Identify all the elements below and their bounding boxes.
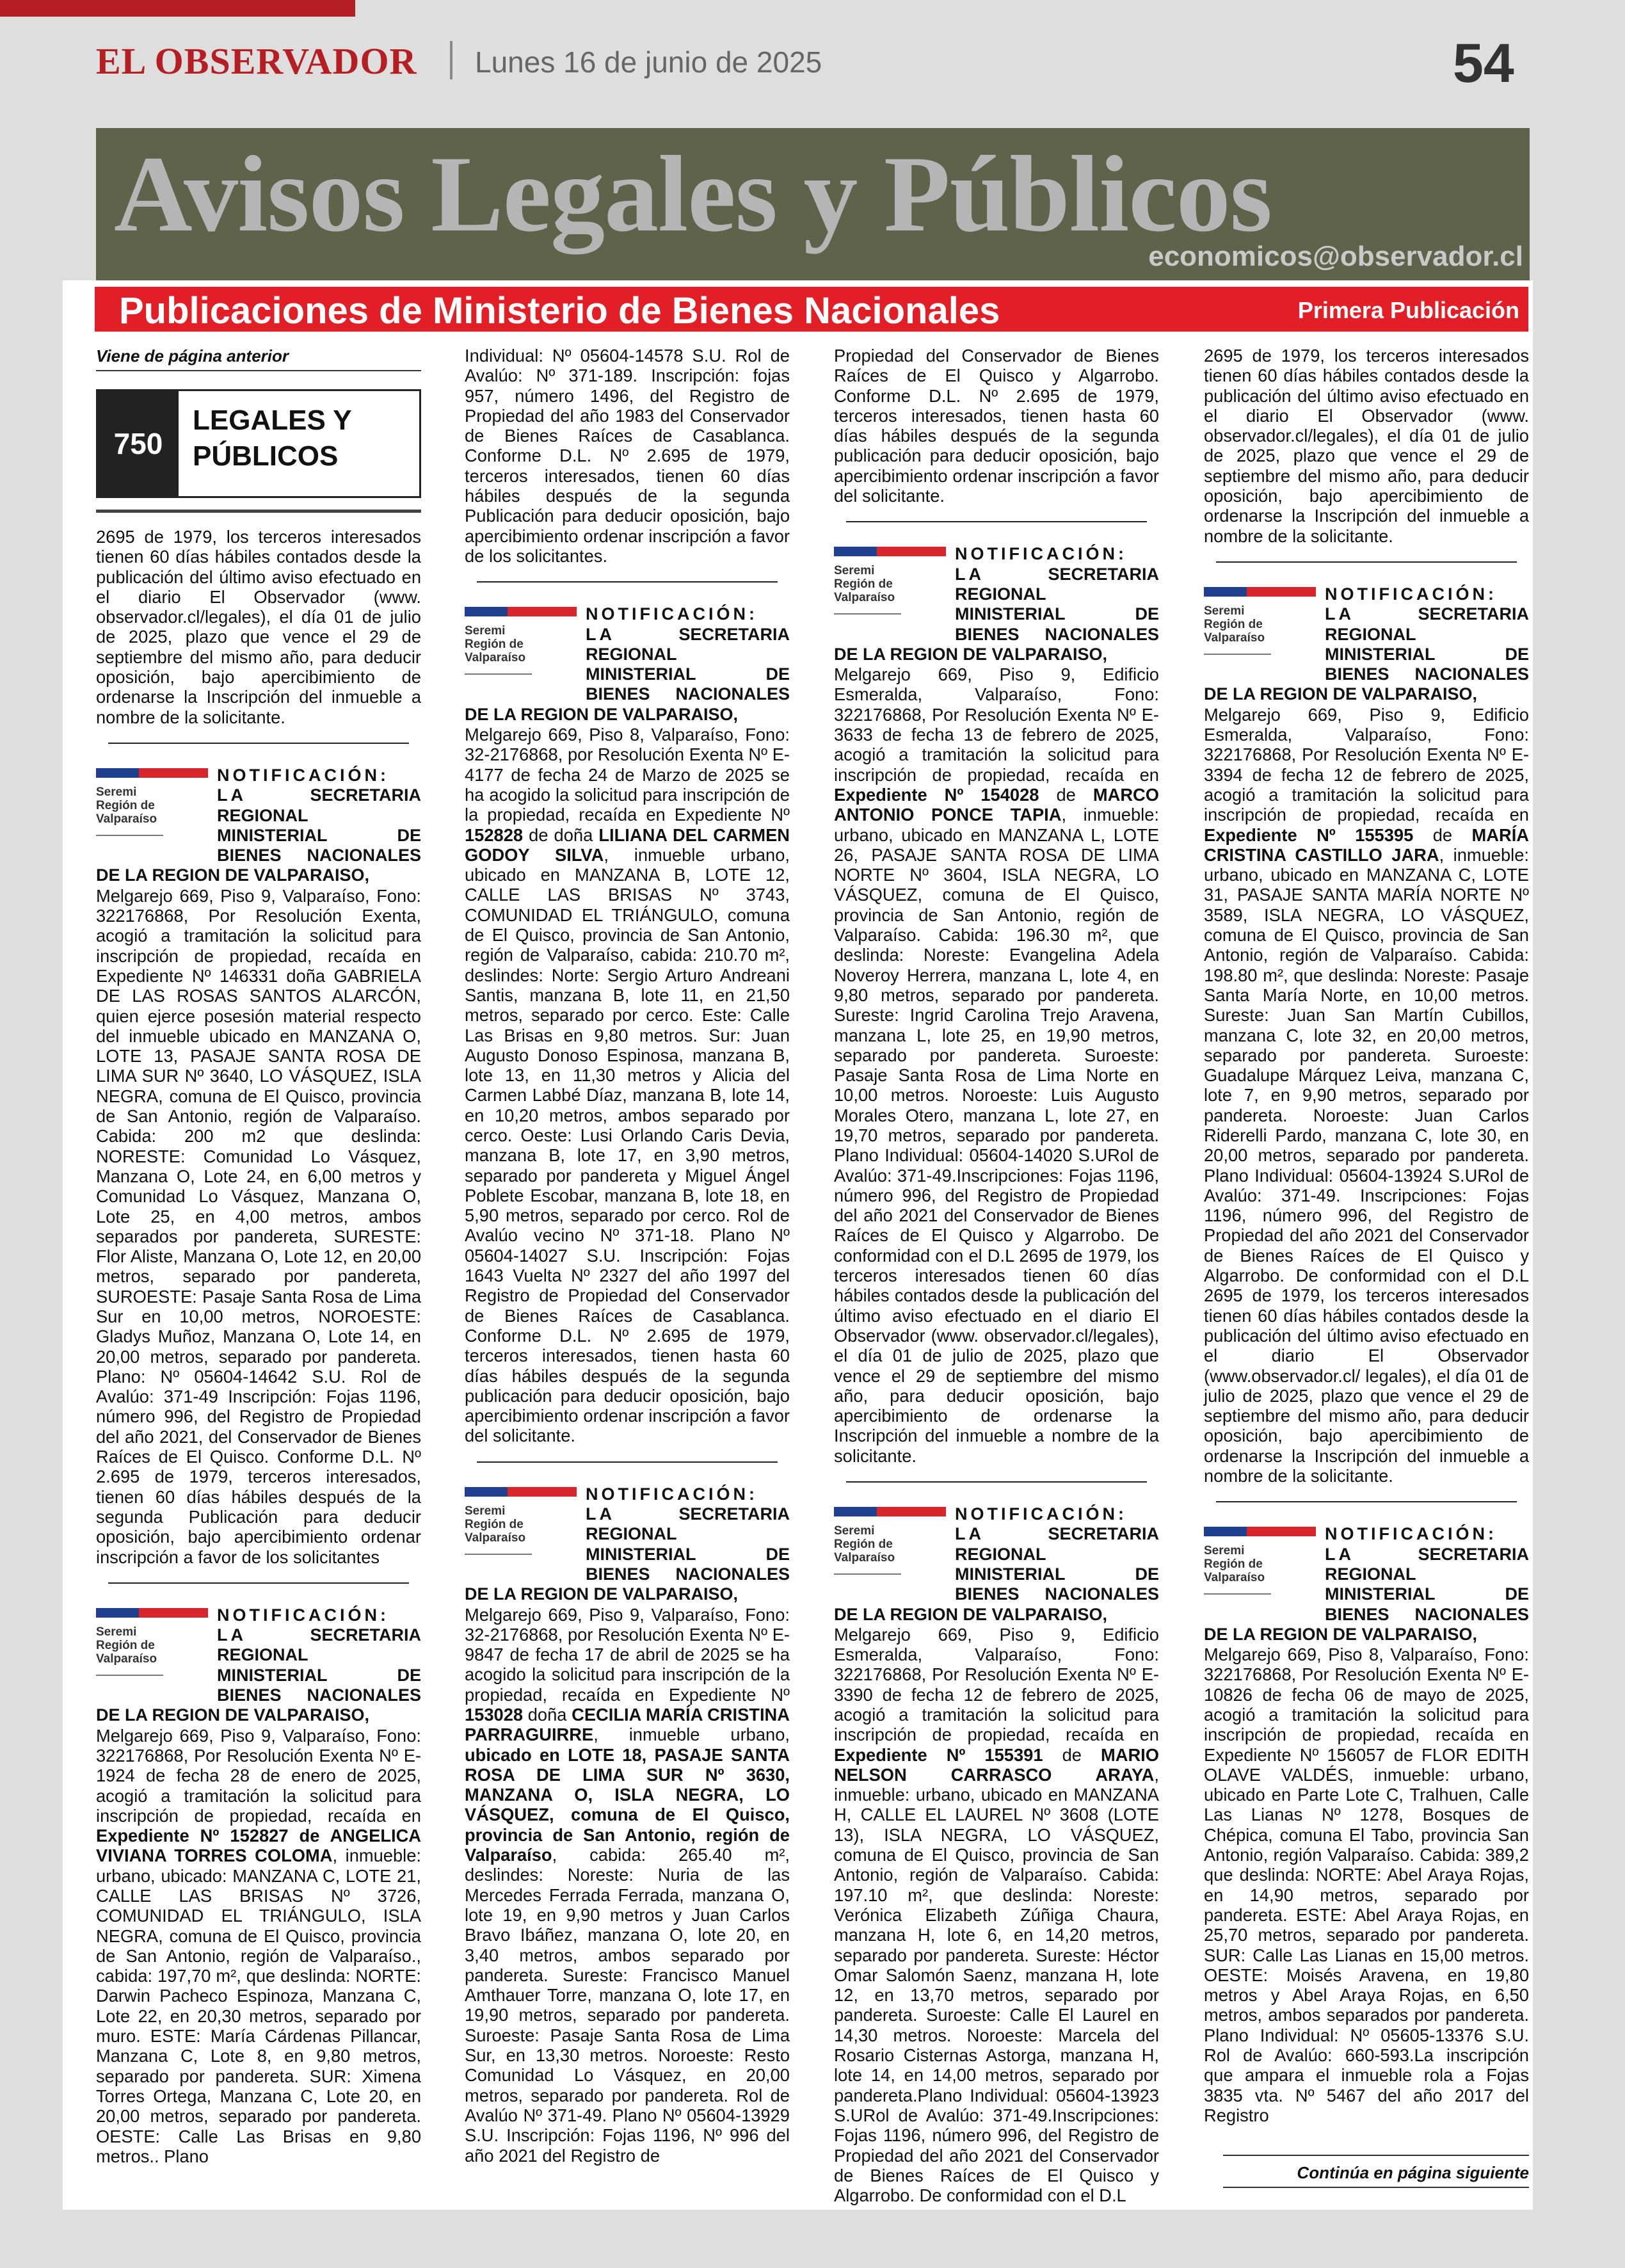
logo-text-1: Seremi: [465, 624, 506, 638]
logo-text-1: Seremi: [96, 1625, 137, 1639]
logo-text-3: Valparaíso: [1204, 1571, 1265, 1585]
continued-notice-text: Individual: Nº 05604-14578 S.U. Rol de Avalúo: Nº 371-189. Inscripción: fojas 957, número 1496, del Registro de Propiedad del año 1983 del Conservador de Bienes Raíces de Casablanca. Conforme D.L. Nº 2.695 de 1979, terceros interesados, tienen 60 días hábiles después de la segunda Publicación para deducir oposición, bajo apercibimiento ordenar inscripción a favor de los solicitantes.: [465, 346, 790, 566]
logo-text-1: Seremi: [1204, 1544, 1245, 1558]
logo-text-3: Valparaíso: [834, 1551, 895, 1565]
category-box: [96, 389, 421, 498]
notice-152828: [465, 604, 790, 1445]
notice-body: Melgarejo 669, Piso 9, Edificio Esmeralda, Valparaíso, Fono: 322176868, Por Resolución Exenta Nº E-3394 de fecha 12 de febrero de 2025, acogió a tramitación la solicitud para inscripción de propiedad, recaída en Expediente Nº 155395 de MARÍA CRISTINA CASTILLO JARA, inmueble: urbano, ubicado en MANZANA C, LOTE 31, PASAJE SANTA MARÍA NORTE Nº 3589, ISLA NEGRA, LO VÁSQUEZ, comuna de El Quisco, provincia de San Antonio, región de Valparaíso. Cabida: 198.80 m², que deslinda: Noreste: Pasaje Santa María Norte, en 10,00 metros. Sureste: Juan San Martín Cubillos, manzana C, lote 32, en 20,00 metros, separado por pandereta. Suroeste: Guadalupe Márquez Leiva, manzana C, lote 7, en 9,90 metros, separado por pandereta. Noroeste: Juan Carlos Riderelli Pardo, manzana C, lote 30, en 20,00 metros, separado por pandereta. Plano Individual: 05604-13924 S.URol de Avalúo: 371-49. Inscripciones: Fojas 1196, número 996, del Registro de Propiedad del año 2021 del Conservador de Bienes Raíces de El Quisco y Algarrobo. De conformidad con el D.L 2695 de 1979, los terceros interesados tienen 60 días hábiles contados desde la publicación del último aviso efectuado en el diario El Observador (www.observador.cl/ legales), el día 01 de julio de 2025, plazo que vence el 29 de septiembre del mismo año, para deducir oposición, bajo apercibimiento de ordenarse la Inscripción del inmueble a nombre de la solicitante.: [1204, 704, 1529, 1486]
notice-heading-first: NOTIFICACIÓN: LA: [586, 1484, 758, 1524]
logo-text-3: Valparaíso: [465, 1531, 526, 1545]
logo-text-2: Región de: [96, 798, 155, 812]
notice-heading-first: NOTIFICACIÓN: LA: [955, 1504, 1127, 1544]
notice-154028: [834, 544, 1159, 1466]
seremi-logo: [96, 1608, 208, 1690]
notice-divider: [846, 521, 1147, 522]
masthead: EL OBSERVADOR: [96, 40, 417, 82]
section-banner: [96, 128, 1530, 280]
notice-body: Melgarejo 669, Piso 9, Valparaíso, Fono: 32-2176868, por Resolución Exenta Nº E-9847 de fecha 17 de abril de 2025 se ha acogido la solicitud para inscripción de la propiedad, recaída en Expediente Nº 153028 doña CECILIA MARÍA CRISTINA PARRAGUIRRE, inmueble urbano, ubicado en LOTE 18, PASAJE SANTA ROSA DE LIMA SUR Nº 3630, MANZANA O, ISLA NEGRA, LO VÁSQUEZ, comuna de El Quisco, provincia de San Antonio, región de Valparaíso, cabida: 265.40 m², deslindes: Noreste: Nuria de las Mercedes Ferrada Ferrada, manzana O, lote 19, en 9,90 metros y Juan Carlos Bravo Ibáñez, manzana O, lote 20, en 3,40 metros, ambos separado por pandereta. Sureste: Francisco Manuel Amthauer Torre, manzana O, lote 17, en 19,90 metros, separado por pandereta. Suroeste: Pasaje Santa Rosa de Lima Sur, en 13,30 metros. Noroeste: Resto Comunidad Lo Vásquez, en 20,00 metros, separado por pandereta. Rol de Avalúo Nº 371-49. Plano Nº 05604-13929 S.U. Inscripción: Fojas 1196, Nº 996 del año 2021 del Registro de: [465, 1604, 790, 2166]
seremi-logo: [465, 1487, 577, 1569]
logo-text-3: Valparaíso: [1204, 631, 1265, 645]
logo-text-2: Región de: [834, 1538, 893, 1552]
seremi-logo: [1204, 1527, 1316, 1609]
notice-body: Melgarejo 669, Piso 8, Valparaíso, Fono: 32-2176868, por Resolución Exenta Nº E-4177 de fecha 24 de Marzo de 2025 se ha acogido la solicitud para inscripción de la propiedad, recaída en Expediente Nº 152828 de doña LILIANA DEL CARMEN GODOY SILVA, inmueble urbano, ubicado en MANZANA B, LOTE 12, CALLE LAS BRISAS Nº 3743, COMUNIDAD EL TRIÁNGULO, comuna de El Quisco, provincia de San Antonio, región de Valparaíso, cabida: 210.70 m², deslindes: Norte: Sergio Arturo Andreani Santis, manzana B, lote 11, en 21,50 metros, separado por cerco. Este: Calle Las Brisas en 9,80 metros. Sur: Juan Augusto Donoso Espinosa, manzana B, lote 13, en 11,30 metros y Alicia del Carmen Labbé Díaz, manzana B, lote 14, en 10,20 metros, ambos separado por cerco. Oeste: Lusi Orlando Caris Devia, manzana B, lote 17, en 3,90 metros, separado por pandereta y Miguel Ángel Poblete Escobar, manzana B, lote 18, en 5,90 metros, separado por cerco. Rol de Avalúo vecino Nº 371-18. Plano Nº 05604-14027 S.U. Inscripción: Fojas 1643 Vuelta Nº 2327 del año 1997 del Registro de Propiedad del Conservador de Bienes Raíces de Casablanca. Conforme D.L. Nº 2.695 de 1979, terceros interesados, tienen hasta 60 días hábiles después de la segunda publicación para deducir oposición, bajo apercibimiento ordenar inscripción a favor del solicitante.: [465, 725, 790, 1446]
notice-heading-first: NOTIFICACIÓN: LA: [1325, 584, 1497, 624]
notice-155395: [1204, 584, 1529, 1486]
continued-notice-text: Propiedad del Conservador de Bienes Raíces de El Quisco y Algarrobo. Conforme D.L. Nº 2.695 de 1979, terceros interesados, tienen hasta 60 días hábiles después de la segunda publicación para deducir oposición, bajo apercibimiento ordenar inscripción a favor del solicitante.: [834, 346, 1159, 506]
section-title: Publicaciones de Ministerio de Bienes Nacionales: [119, 290, 1000, 332]
notice-heading-rest: SECRETARIA REGIONAL MINISTERIAL DE BIENES NACIONALES DE LA REGION DE VALPARAISO,: [96, 1625, 421, 1725]
logo-text-2: Región de: [96, 1638, 155, 1652]
notice-153028: [465, 1484, 790, 2166]
notice-heading-rest: SECRETARIA REGIONAL MINISTERIAL DE BIENES NACIONALES DE LA REGION DE VALPARAISO,: [834, 564, 1159, 664]
continued-notice-text: 2695 de 1979, los terceros interesados tienen 60 días hábiles contados desde la publicación del último aviso efectuado en el diario El Observador (www. observador.cl/legales), el día 01 de julio de 2025, plazo que vence el 29 de septiembre del mismo año, para deducir oposición, bajo apercibimiento de ordenarse la Inscripción del inmueble a nombre de la solicitante.: [1204, 346, 1529, 546]
logo-text-1: Seremi: [834, 564, 875, 578]
notice-body: Melgarejo 669, Piso 9, Valparaíso, Fono: 322176868, Por Resolución Exenta Nº E-1924 de fecha 28 de enero de 2025, acogió a tramitación la solicitud para inscripción de propiedad, recaída en Expediente Nº 152827 de ANGELICA VIVIANA TORRES COLOMA, inmueble: urbano, ubicado: MANZANA C, LOTE 21, CALLE LAS BRISAS Nº 3726, COMUNIDAD EL TRIÁNGULO, ISLA NEGRA, comuna de El Quisco, provincia de San Antonio, región de Valparaíso., cabida: 197,70 m², que deslinda: NORTE: Darwin Pacheco Espinoza, Manzana C, Lote 22, en 20,30 metros, separado por muro. ESTE: María Cárdenas Pillancar, Manzana C, Lote 8, en 9,80 metros, separado por pandereta. SUR: Ximena Torres Ortega, Manzana C, Lote 20, en 20,00 metros, separado por pandereta. OESTE: Calle Las Brisas en 9,80 metros.. Plano: [96, 1725, 421, 2166]
logo-text-3: Valparaíso: [834, 591, 895, 605]
notice-body: Melgarejo 669, Piso 9, Edificio Esmeralda, Valparaíso, Fono: 322176868, Por Resolución Exenta Nº E-3633 de fecha 13 de febrero de 2025, acogió a tramitación la solicitud para inscripción de propiedad, recaída en Expediente Nº 154028 de MARCO ANTONIO PONCE TAPIA, inmueble: urbano, ubicado en MANZANA L, LOTE 26, PASAJE SANTA ROSA DE LIMA NORTE Nº 3604, ISLA NEGRA, LO VÁSQUEZ, comuna de El Quisco, provincia de San Antonio, región de Valparaíso. Cabida: 196.30 m², que deslinda: Noreste: Evangelina Adela Noveroy Herrera, manzana L, lote 4, en 9,80 metros, separado por pandereta. Sureste: Ingrid Carolina Trejo Aravena, manzana L, lote 25, en 19,90 metros, separado por pandereta. Suroeste: Pasaje Santa Rosa de Lima Norte en 10,00 metros. Noroeste: Luis Augusto Morales Otero, manzana L, lote 27, en 19,70 metros, separado por pandereta. Plano Individual: 05604-14020 S.URol de Avalúo: 371-49.Inscripciones: Fojas 1196, número 996, del Registro de Propiedad del año 2021 del Conservador de Bienes Raíces de El Quisco y Algarrobo. De conformidad con el D.L 2695 de 1979, los terceros interesados tienen 60 días hábiles contados desde la publicación del último aviso efectuado en el diario El Observador (www. observador.cl/legales), el día 01 de julio de 2025, plazo que vence el 29 de septiembre del mismo año, para deducir oposición, bajo apercibimiento de ordenarse la Inscripción del inmueble a nombre de la solicitante.: [834, 664, 1159, 1466]
notice-body: Melgarejo 669, Piso 8, Valparaíso, Fono: 322176868, Por Resolución Exenta Nº E-10826 de fecha 06 de mayo de 2025, acogió a tramitación la solicitud para inscripción de propiedad, recaída en Expediente Nº 156057 de FLOR EDITH OLAVE VALDÉS, inmueble: urbano, ubicado en Parte Lote C, Tralhuen, Calle Las Lianas Nº 1278, Bosques de Chépica, comuna El Tabo, provincia San Antonio, región Valparaíso. Cabida: 389,2 que deslinda: NORTE: Abel Araya Rojas, en 14,90 metros, separado por pandereta. ESTE: Abel Araya Rojas, en 25,70 metros, separado por pandereta. SUR: Calle Las Lianas en 15,00 metros. OESTE: Moisés Aravena, en 19,80 metros y Abel Araya Rojas, en 6,50 metros, ambos separados por pandereta. Plano Individual: Nº 05605-13376 S.U. Rol de Avalúo: 660-593.La inscripción que ampara el inmueble rola a Fojas 3835 vta. Nº 5467 del año 2017 del Registro: [1204, 1645, 1529, 2125]
masthead-divider: [450, 41, 452, 79]
notice-146331: [96, 766, 421, 1567]
category-label-line1: LEGALES Y: [193, 405, 352, 436]
notice-heading-first: NOTIFICACIÓN: LA: [1325, 1524, 1497, 1564]
notice-heading-rest: SECRETARIA REGIONAL MINISTERIAL DE BIENES NACIONALES DE LA REGION DE VALPARAISO,: [465, 1504, 790, 1604]
column-2: [465, 346, 790, 2166]
page-content: [63, 280, 1533, 2210]
logo-text-1: Seremi: [465, 1504, 506, 1518]
section-header-bar: [95, 287, 1528, 332]
seremi-logo: [834, 1507, 946, 1589]
seremi-logo: [96, 768, 208, 850]
page-number: 54: [1453, 33, 1514, 94]
seremi-logo: [1204, 587, 1316, 669]
logo-text-2: Región de: [465, 638, 524, 652]
logo-text-3: Valparaíso: [465, 651, 526, 665]
notice-body: Melgarejo 669, Piso 9, Valparaíso, Fono: 322176868, Por Resolución Exenta, acogió a tramitación la solicitud para inscripción de propiedad, recaída en Expediente Nº 146331 doña GABRIELA DE LAS ROSAS SANTOS ALARCÓN, quien ejerce posesión material respecto del inmueble ubicado en MANZANA O, LOTE 13, PASAJE SANTA ROSA DE LIMA SUR Nº 3640, LO VÁSQUEZ, ISLA NEGRA, comuna de El Quisco, provincia de San Antonio, región de Valparaíso. Cabida: 200 m2 que deslinda: NORESTE: Comunidad Lo Vásquez, Manzana O, Lote 24, en 6,00 metros y Comunidad Lo Vásquez, Manzana O, Lote 25, en 4,00 metros, ambos separados por pandereta, SURESTE: Flor Aliste, Manzana O, Lote 12, en 20,00 metros, separado por pandereta, SUROESTE: Pasaje Santa Rosa de Lima Sur en 10,00 metros, NOROESTE: Gladys Muñoz, Manzana O, Lote 14, en 20,00 metros, separado por pandereta. Plano: Nº 05604-14642 S.U. Rol de Avalúo: 371-49 Inscripción: Fojas 1196, número 996, del Registro de Propiedad del año 2021, del Conservador de Bienes Raíces de El Quisco. Conforme D.L. Nº 2.695 de 1979, terceros interesados, tienen 60 días hábiles después de la segunda Publicación para deducir oposición, bajo apercibimiento ordenar inscripción a favor de los solicitantes: [96, 885, 421, 1567]
logo-text-1: Seremi: [96, 785, 137, 799]
column-1: [96, 346, 421, 2166]
logo-text-2: Región de: [1204, 1557, 1263, 1572]
notice-heading-rest: SECRETARIA REGIONAL MINISTERIAL DE BIENES NACIONALES DE LA REGION DE VALPARAISO,: [96, 785, 421, 885]
notice-heading-rest: SECRETARIA REGIONAL MINISTERIAL DE BIENES NACIONALES DE LA REGION DE VALPARAISO,: [1204, 604, 1529, 704]
notice-divider: [477, 581, 778, 583]
notice-heading-first: NOTIFICACIÓN: LA: [586, 604, 758, 644]
notice-heading-rest: SECRETARIA REGIONAL MINISTERIAL DE BIENES NACIONALES DE LA REGION DE VALPARAISO,: [1204, 1544, 1529, 1644]
continues-next-page-note: Continúa en página siguiente: [1223, 2155, 1529, 2188]
notice-heading-first: NOTIFICACIÓN: LA: [217, 765, 389, 805]
category-number: 750: [98, 391, 179, 496]
notice-divider: [1216, 561, 1517, 563]
logo-text-2: Región de: [1204, 617, 1263, 631]
notice-divider: [477, 1461, 778, 1463]
continued-from-note: Viene de página anterior: [96, 346, 421, 371]
notice-156057: [1204, 1524, 1529, 2125]
notice-heading-rest: SECRETARIA REGIONAL MINISTERIAL DE BIENES NACIONALES DE LA REGION DE VALPARAISO,: [465, 624, 790, 724]
logo-text-2: Región de: [834, 577, 893, 591]
seremi-logo: [834, 547, 946, 629]
notice-heading-rest: SECRETARIA REGIONAL MINISTERIAL DE BIENES NACIONALES DE LA REGION DE VALPARAISO,: [834, 1524, 1159, 1624]
notice-divider: [108, 743, 409, 744]
notice-body: Melgarejo 669, Piso 9, Edificio Esmeralda, Valparaíso, Fono: 322176868, Por Resolución Exenta Nº E-3390 de fecha 12 de febrero de 2025, acogió a tramitación la solicitud para inscripción de propiedad, recaída en Expediente Nº 155391 de MARIO NELSON CARRASCO ARAYA, inmueble: urbano, ubicado en MANZANA H, CALLE EL LAUREL Nº 3608 (LOTE 13), ISLA NEGRA, LO VÁSQUEZ, comuna de El Quisco, provincia de San Antonio, región de Valparaíso. Cabida: 197.10 m², que deslinda: Noreste: Verónica Elizabeth Zúñiga Chaura, manzana H, lote 6, en 14,20 metros, separado por pandereta. Sureste: Héctor Omar Salomón Saenz, manzana H, lote 12, en 13,70 metros, separado por pandereta. Suroeste: Calle El Laurel en 14,30 metros. Noroeste: Marcela del Rosario Cisternas Astorga, manzana H, lote 14, en 14,00 metros, separado por pandereta.Plano Individual: 05604-13923 S.URol de Avalúo: 371-49.Inscripciones: Fojas 1196, número 996, del Registro de Propiedad del año 2021 del Conservador de Bienes Raíces de El Quisco y Algarrobo. De conformidad con el D.L: [834, 1624, 1159, 2206]
issue-date: Lunes 16 de junio de 2025: [475, 45, 822, 79]
column-4: [1204, 346, 1529, 2188]
publication-badge: Primera Publicación: [1297, 297, 1519, 323]
notice-divider: [846, 1481, 1147, 1483]
notice-155391: [834, 1504, 1159, 2205]
logo-text-3: Valparaíso: [96, 812, 157, 826]
banner-title: Avisos Legales y Públicos: [114, 134, 1272, 254]
logo-text-3: Valparaíso: [96, 1652, 157, 1666]
notice-heading-first: NOTIFICACIÓN: LA: [217, 1605, 389, 1645]
continued-notice-text: 2695 de 1979, los terceros interesados tienen 60 días hábiles contados desde la publicación del último aviso efectuado en el diario El Observador (www. observador.cl/legales), el día 01 de julio de 2025, plazo que vence el 29 de septiembre del mismo año, para deducir oposición, bajo apercibimiento de ordenarse la Inscripción del inmueble a nombre de la solicitante.: [96, 527, 421, 727]
category-label: [179, 391, 419, 496]
notice-152827: [96, 1605, 421, 2166]
logo-text-1: Seremi: [834, 1524, 875, 1538]
column-3: [834, 346, 1159, 2205]
notice-divider: [108, 1582, 409, 1584]
top-accent-bar: [0, 0, 355, 17]
notice-heading-first: NOTIFICACIÓN: LA: [955, 544, 1127, 584]
seremi-logo: [465, 607, 577, 689]
divider: [96, 510, 421, 513]
notice-divider: [1216, 1501, 1517, 1502]
contact-email: economicos@observador.cl: [1148, 241, 1523, 272]
logo-text-2: Región de: [465, 1517, 524, 1531]
logo-text-1: Seremi: [1204, 604, 1245, 618]
category-label-line2: PÚBLICOS: [193, 440, 339, 472]
